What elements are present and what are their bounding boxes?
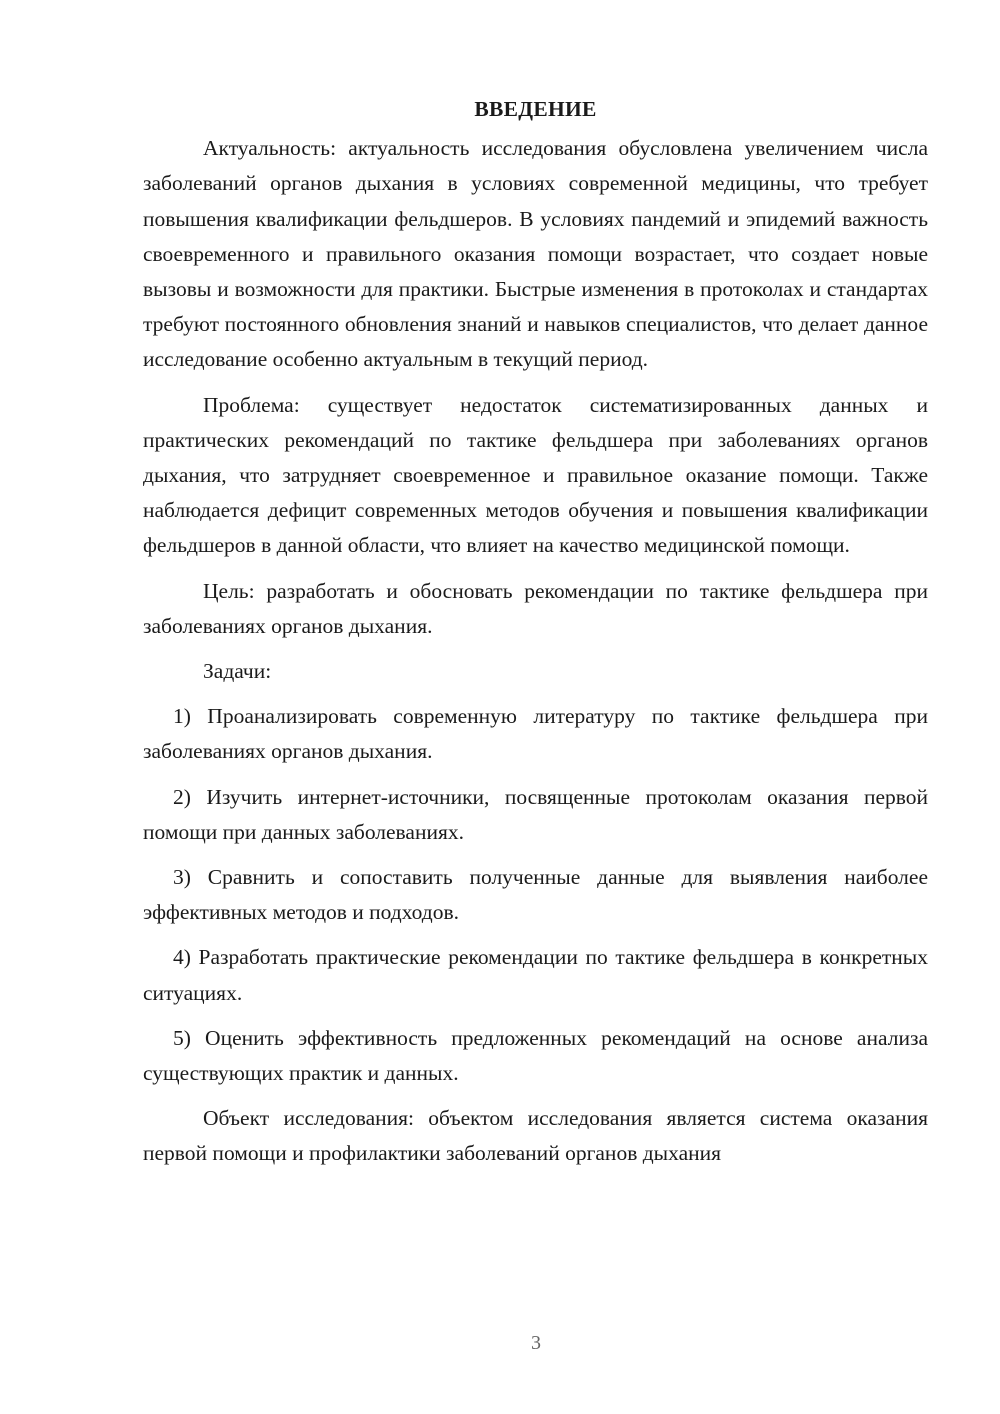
task-item-3: 3) Сравнить и сопоставить полученные данные для выявления наиболее эффективных методов и подходов. bbox=[143, 865, 928, 925]
problem-paragraph: Проблема: существует недостаток систематизированных данных и практических рекомендаций по тактике фельдшера при заболеваниях органов дыхания, что затрудняет своевременное и правильное оказание помощи. Также наблюдается дефицит современных методов обучения и повышения квалификации фельдшеров в данной области, что влияет на качество медицинской помощи. bbox=[143, 392, 928, 558]
page-title: ВВЕДЕНИЕ bbox=[474, 97, 597, 121]
goal-paragraph: Цель: разработать и обосновать рекомендации по тактике фельдшера при заболеваниях органов дыхания. bbox=[143, 578, 928, 638]
task-item-4: 4) Разработать практические рекомендации по тактике фельдшера в конкретных ситуациях. bbox=[143, 945, 928, 1005]
tasks-heading: Задачи: bbox=[203, 659, 272, 684]
task-item-5: 5) Оценить эффективность предложенных рекомендаций на основе анализа существующих практик и данных. bbox=[143, 1025, 928, 1086]
task-item-2: 2) Изучить интернет-источники, посвященные протоколам оказания первой помощи при данных заболеваниях. bbox=[143, 784, 928, 844]
relevance-paragraph: Актуальность: актуальность исследования обусловлена увеличением числа заболеваний органов дыхания в условиях современной медицины, что требует повышения квалификации фельдшеров. В условиях пандемий и эпидемий важность своевременного и правильного оказания помощи возрастает, что создает новые вызовы и возможности для практики. Быстрые изменения в протоколах и стандартах требуют постоянного обновления знаний и навыков специалистов, что делает данное исследование особенно актуальным в текущий период. bbox=[143, 136, 928, 372]
page-number: 3 bbox=[531, 1332, 541, 1354]
document-body bbox=[143, 92, 928, 1172]
task-item-1: 1) Проанализировать современную литературу по тактике фельдшера при заболеваниях органов дыхания. bbox=[143, 704, 928, 764]
object-paragraph: Объект исследования: объектом исследования является система оказания первой помощи и профилактики заболеваний органов дыхания bbox=[143, 1106, 928, 1166]
